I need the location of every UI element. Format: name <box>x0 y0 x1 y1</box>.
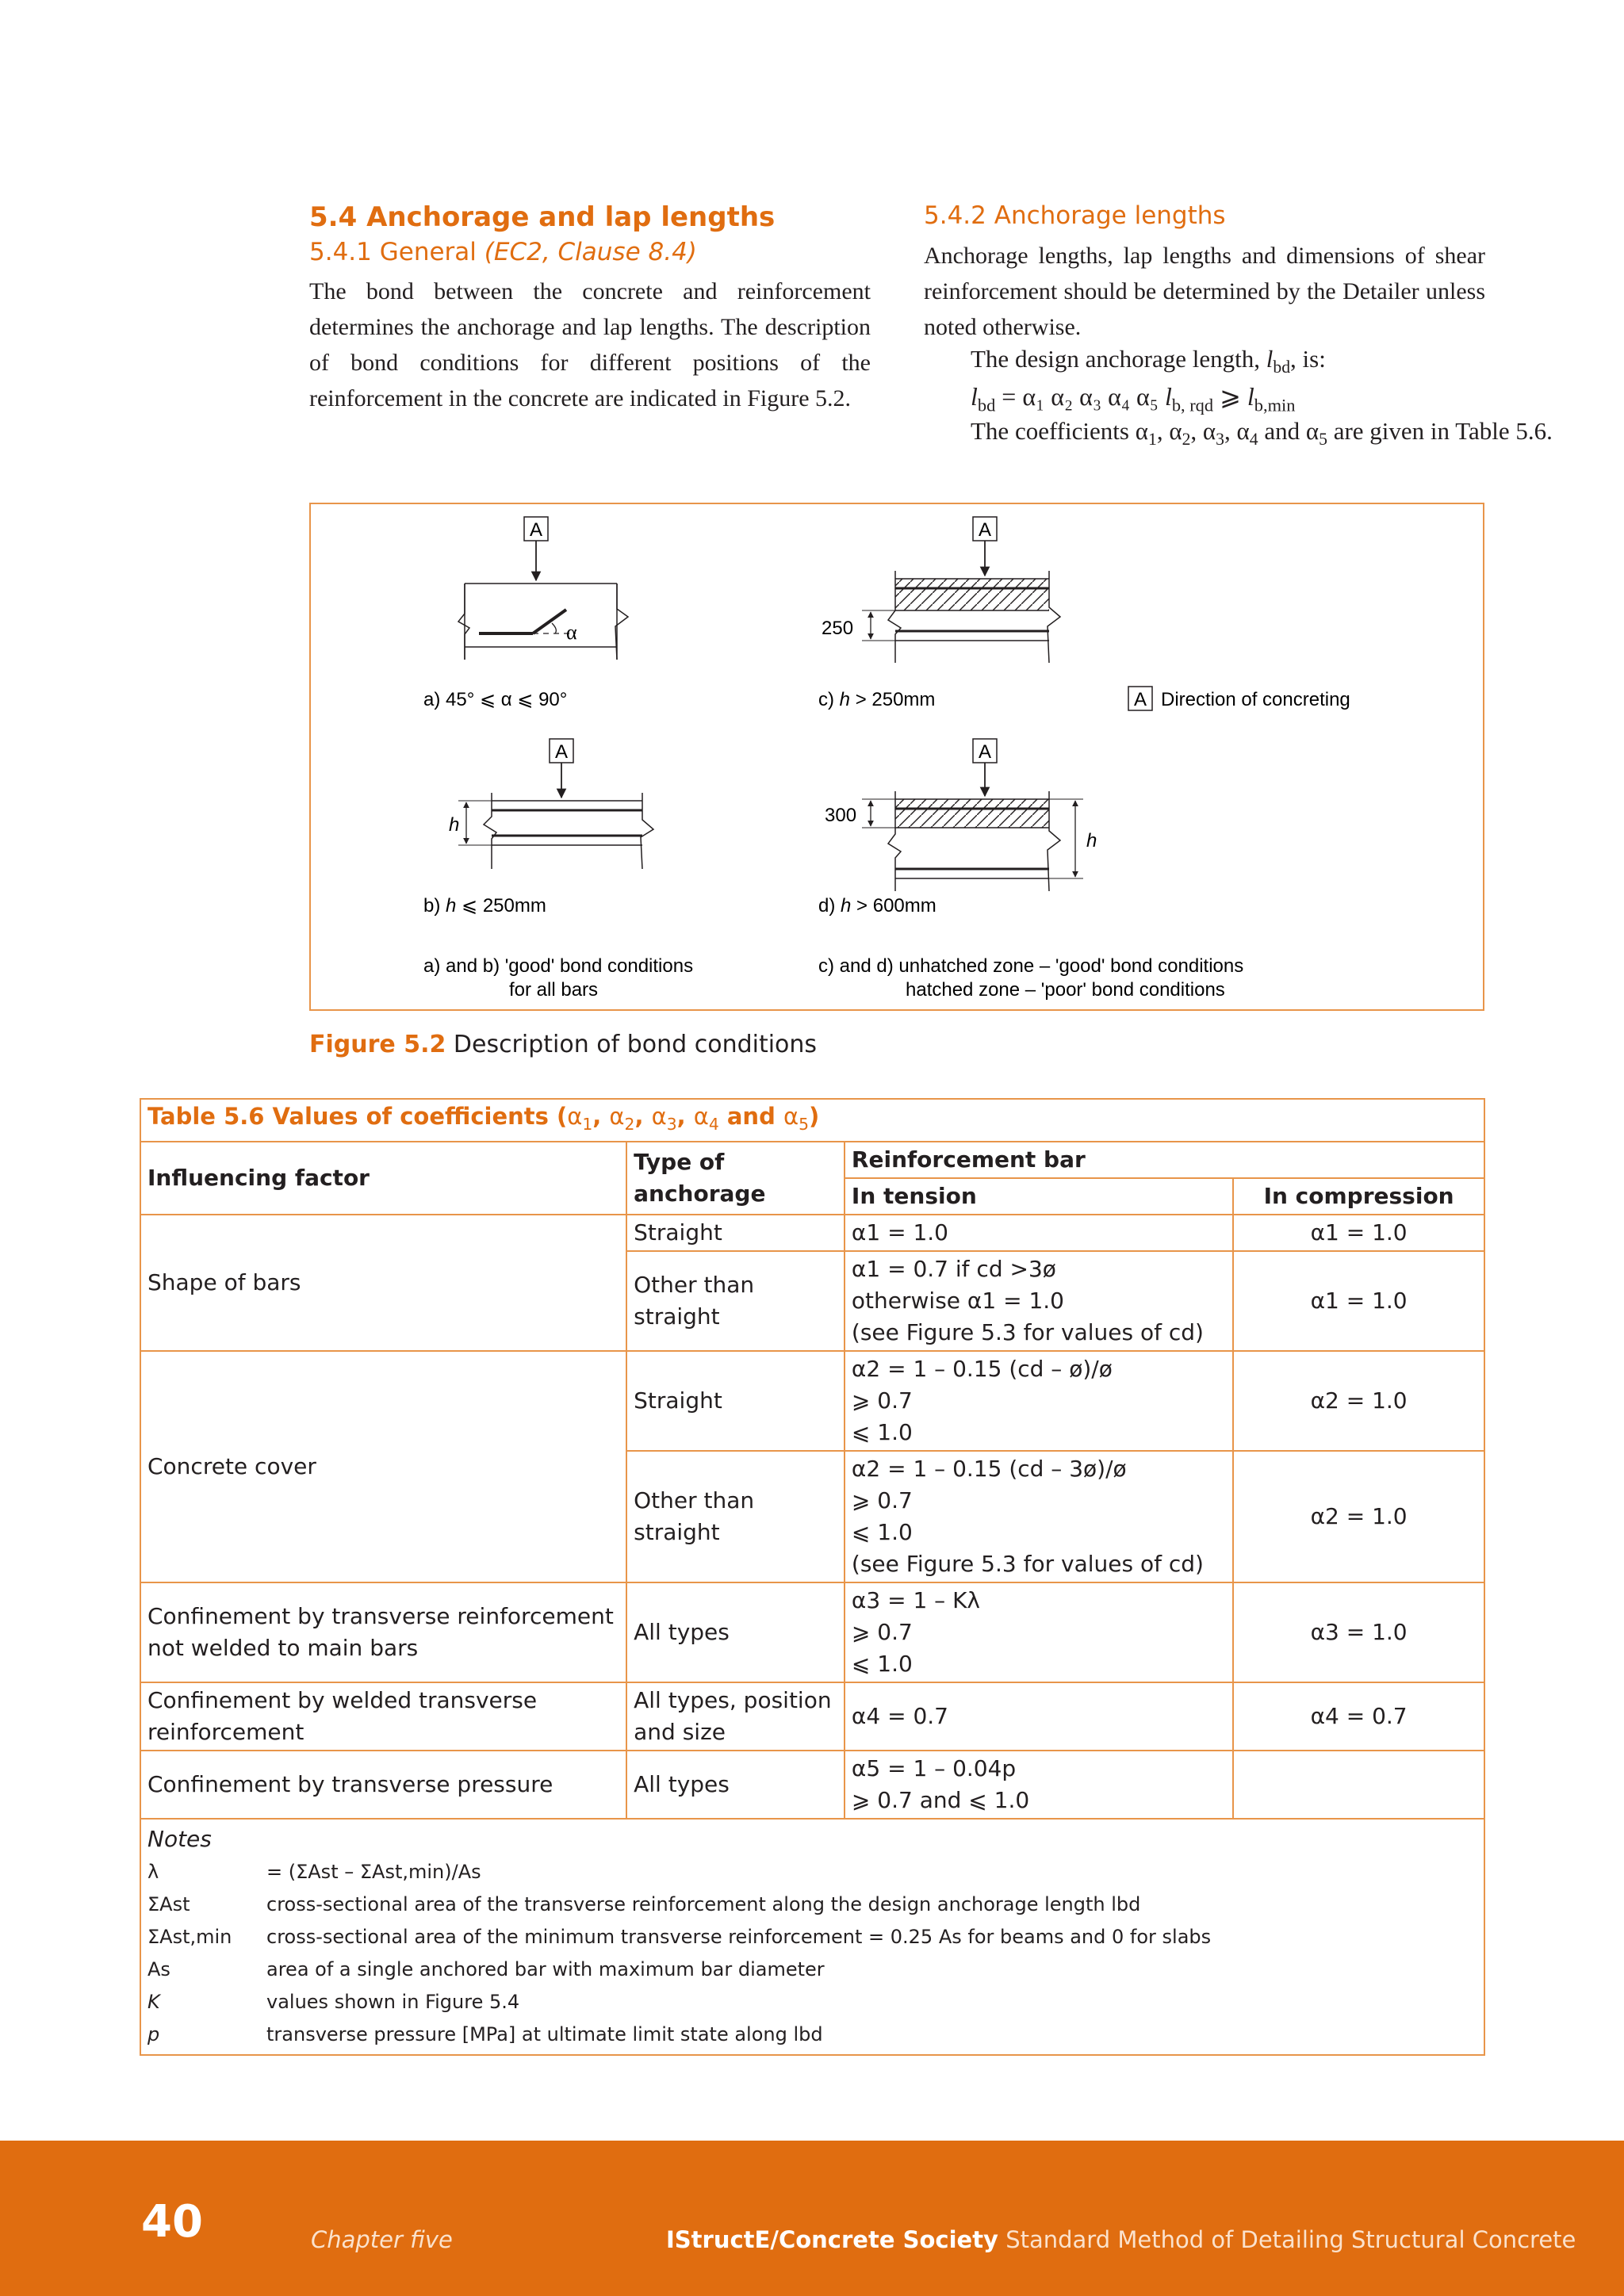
tension-line: ⩽ 1.0 <box>851 1650 913 1677</box>
compression-value: α2 = 1.0 <box>1233 1451 1484 1582</box>
subsection-title-anchorage: 5.4.2 Anchorage lengths <box>924 201 1226 230</box>
anchorage-paragraph: Anchorage lengths, lap lengths and dimensions of shear reinforcement should be determined by the Detailer unless noted otherwise. <box>924 243 1485 340</box>
table-title-row <box>140 1099 1484 1142</box>
tension-value <box>845 1251 1233 1351</box>
panel-d <box>825 739 1097 891</box>
note-symbol: K <box>147 1990 160 2013</box>
factor-confinement-pressure: Confinement by transverse pressure <box>140 1751 626 1819</box>
tension-value <box>845 1451 1233 1582</box>
compression-value-empty <box>1233 1751 1484 1819</box>
panel-a <box>458 517 628 660</box>
tension-value: α4 = 0.7 <box>845 1682 1233 1751</box>
factor-confinement-not-welded: Confinement by transverse reinforcement not welded to main bars <box>140 1582 626 1682</box>
note-symbol: As <box>147 1957 170 1980</box>
note-cd-line1: c) and d) unhatched zone – 'good' bond conditions <box>818 955 1244 977</box>
design-length-subscript: bd <box>1273 358 1291 377</box>
alpha-symbol: α <box>566 621 577 644</box>
compression-value: α2 = 1.0 <box>1233 1351 1484 1451</box>
design-length-suffix: , is: <box>1290 345 1326 373</box>
table-title: Table 5.6 Values of coefficients ($\alpha_1$, $\alpha_2$, $\alpha_3$, $\alpha_4$ and $\alpha_5$) <box>140 1099 1484 1142</box>
header-reinforcement-bar: Reinforcement bar <box>845 1142 1484 1178</box>
note-cd-line2: hatched zone – 'poor' bond conditions <box>906 979 1225 1001</box>
arrow-label-b: A <box>554 741 569 763</box>
eq-lb-sub: b, rqd <box>1171 395 1214 415</box>
label-c-prefix: c) <box>818 689 840 710</box>
table-row <box>140 1582 1484 1682</box>
coeff-sub-1: 1 <box>1147 430 1157 450</box>
alpha-arc <box>552 623 556 633</box>
coeff-sub-2: 2 <box>1182 430 1191 450</box>
page-footer <box>0 2141 1624 2296</box>
tension-value: α1 = 1.0 <box>845 1215 1233 1251</box>
type-straight: Straight <box>626 1351 845 1451</box>
design-length-intro <box>971 345 1326 377</box>
subsection-title-general <box>309 238 697 266</box>
anchorage-equation <box>971 381 1295 415</box>
type-other-than-straight: Other than straight <box>626 1251 845 1351</box>
coeff-sub-5: 5 <box>1319 430 1327 450</box>
subsection-title-reference: (EC2, Clause 8.4) <box>484 238 697 266</box>
h-label-d: h <box>1086 830 1097 851</box>
chapter-label: Chapter five <box>311 2226 453 2253</box>
factor-concrete-cover: Concrete cover <box>140 1351 626 1582</box>
header-in-tension: In tension <box>845 1178 1233 1215</box>
notes-title: Notes <box>147 1825 212 1852</box>
tension-line: (see Figure 5.3 for values of cd) <box>851 1318 1204 1345</box>
tension-line: (see Figure 5.3 for values of cd) <box>851 1550 1204 1577</box>
tension-line: α5 = 1 – 0.04p <box>851 1755 1017 1781</box>
label-panel-a: a) 45° ⩽ α ⩽ 90° <box>423 689 568 710</box>
label-d-var: h <box>841 895 852 916</box>
break-line-right-c <box>1048 571 1060 663</box>
break-line-right-d <box>1048 791 1060 891</box>
type-other-than-straight: Other than straight <box>626 1451 845 1582</box>
header-type-of-anchorage: Type of anchorage <box>626 1142 845 1215</box>
label-c-suffix: > 250mm <box>850 689 936 710</box>
type-all-types: All types <box>626 1751 845 1819</box>
tension-line: ⩽ 1.0 <box>851 1518 913 1545</box>
type-straight: Straight <box>626 1215 845 1251</box>
panel-c <box>822 517 1060 663</box>
eq-alphas: = α₁ α₂ α₃ α₄ α₅ <box>995 382 1165 411</box>
coeff-text: The coefficients α <box>971 417 1148 445</box>
note-description: = (ΣAst – ΣAst,min)/As <box>266 1860 481 1883</box>
compression-value: α3 = 1.0 <box>1233 1582 1484 1682</box>
dimension-300-label: 300 <box>825 805 857 826</box>
note-description: cross-sectional area of the minimum transverse reinforcement = 0.25 As for beams and 0 for slabs <box>266 1925 1212 1948</box>
tension-line: α2 = 1 – 0.15 (cd – 3ø)/ø <box>851 1455 1127 1482</box>
header-influencing-factor: Influencing factor <box>140 1142 626 1215</box>
table-row <box>140 1751 1484 1819</box>
label-b-prefix: b) <box>423 895 446 916</box>
design-length-symbol: l <box>1266 345 1274 373</box>
tension-line: ⩾ 0.7 <box>851 1618 913 1645</box>
bar-inclined-a <box>533 610 566 633</box>
label-b-suffix: ⩽ 250mm <box>456 895 546 916</box>
note-description: cross-sectional area of the transverse reinforcement along the design anchorage length lbd <box>266 1892 1141 1915</box>
arrow-label-a: A <box>529 519 543 541</box>
tension-line: α3 = 1 – Kλ <box>851 1586 981 1613</box>
break-line-left-a <box>458 584 469 660</box>
eq-lhs: l <box>971 382 978 411</box>
label-panel-d <box>818 895 936 916</box>
table-row <box>140 1351 1484 1451</box>
compression-value: α1 = 1.0 <box>1233 1251 1484 1351</box>
label-d-suffix: > 600mm <box>851 895 936 916</box>
break-line-left-b <box>484 793 496 869</box>
table-row <box>140 1215 1484 1251</box>
bond-paragraph: The bond between the concrete and reinforcement determines the anchorage and lap lengths. The description of bond conditions for different positions of the reinforcement in the concrete are indicated in Figure 5.2. <box>309 278 871 411</box>
type-all-types: All types <box>626 1582 845 1682</box>
factor-shape-of-bars: Shape of bars <box>140 1215 626 1351</box>
break-line-right-b <box>641 793 653 869</box>
tension-line: α1 = 0.7 if cd >3ø <box>851 1255 1056 1282</box>
arrow-label-d: A <box>978 741 992 763</box>
bond-diagram <box>311 504 1483 1009</box>
eq-lb: l <box>1164 382 1172 411</box>
coeff-and: and α <box>1258 417 1320 445</box>
note-symbol: ΣAst <box>147 1892 190 1915</box>
tension-value <box>845 1582 1233 1682</box>
coefficients-table <box>140 1098 1485 2056</box>
tension-line: ⩾ 0.7 <box>851 1487 913 1513</box>
poor-bond-zone-c <box>895 579 1049 610</box>
tension-line: ⩾ 0.7 and ⩽ 1.0 <box>851 1786 1030 1813</box>
section-title: 5.4 Anchorage and lap lengths <box>309 201 776 233</box>
note-ab-line2: for all bars <box>509 979 599 1001</box>
legend-box-label: A <box>1133 689 1147 710</box>
figure-caption-number: Figure 5.2 <box>309 1031 446 1058</box>
label-d-prefix: d) <box>818 895 841 916</box>
tension-value <box>845 1351 1233 1451</box>
tension-line: α2 = 1 – 0.15 (cd – ø)/ø <box>851 1355 1113 1382</box>
legend-text: Direction of concreting <box>1161 689 1350 710</box>
tension-line: ⩽ 1.0 <box>851 1418 913 1445</box>
note-symbol: p <box>147 2022 160 2045</box>
figure-caption <box>309 1031 817 1058</box>
coefficients-line: The coefficients $\alpha_1$, $\alpha_2$, $\alpha_3$, $\alpha_4$ and $\alpha_5$ are given in Table 5.6. <box>971 417 1553 450</box>
label-c-var: h <box>839 689 851 710</box>
poor-bond-zone-d <box>895 799 1049 828</box>
label-panel-c <box>818 689 935 710</box>
label-b-var: h <box>446 895 457 916</box>
eq-relation: ⩾ <box>1213 382 1247 411</box>
notes-list <box>147 1856 1477 2051</box>
panel-b <box>449 739 653 869</box>
label-panel-b <box>423 895 546 916</box>
coeff-tail: are given in Table 5.6. <box>1327 417 1553 445</box>
table-header-row <box>140 1142 1484 1178</box>
design-length-intro-text: The design anchorage length, <box>971 345 1266 373</box>
subsection-title-text: 5.4.1 General <box>309 238 485 266</box>
figure-bond-conditions <box>309 503 1484 1011</box>
coeff-sub-3: 3 <box>1216 430 1224 450</box>
eq-lhs-sub: bd <box>977 395 996 415</box>
arrow-label-c: A <box>978 519 992 541</box>
note-description: values shown in Figure 5.4 <box>266 1990 520 2013</box>
compression-value: α4 = 0.7 <box>1233 1682 1484 1751</box>
tension-line: otherwise α1 = 1.0 <box>851 1287 1064 1314</box>
table-notes-row <box>140 1819 1484 2055</box>
note-symbol: ΣAst,min <box>147 1925 232 1948</box>
eq-lmin-sub: b,min <box>1254 395 1296 415</box>
note-symbol: λ <box>147 1860 159 1883</box>
note-ab-line1: a) and b) 'good' bond conditions <box>423 955 694 977</box>
book-title: Standard Method of Detailing Structural Concrete <box>1005 2226 1576 2253</box>
eq-lmin: l <box>1247 382 1254 411</box>
publisher-name: IStructE/Concrete Society <box>666 2226 998 2253</box>
coeff-sub-4: 4 <box>1249 430 1258 450</box>
table-notes <box>140 1819 1484 2055</box>
book-reference <box>666 2226 1576 2253</box>
compression-value: α1 = 1.0 <box>1233 1215 1484 1251</box>
figure-caption-text: Description of bond conditions <box>446 1031 818 1058</box>
table-row <box>140 1682 1484 1751</box>
dimension-250-label: 250 <box>822 618 854 639</box>
tension-line: ⩾ 0.7 <box>851 1387 913 1414</box>
tension-value <box>845 1751 1233 1819</box>
page-number: 40 <box>141 2196 203 2248</box>
note-description: area of a single anchored bar with maximum bar diameter <box>266 1957 825 1980</box>
type-all-types-position-size: All types, position and size <box>626 1682 845 1751</box>
factor-confinement-welded: Confinement by welded transverse reinforcement <box>140 1682 626 1751</box>
note-description: transverse pressure [MPa] at ultimate limit state along lbd <box>266 2022 823 2045</box>
header-in-compression: In compression <box>1233 1178 1484 1215</box>
h-label-b: h <box>449 814 460 836</box>
